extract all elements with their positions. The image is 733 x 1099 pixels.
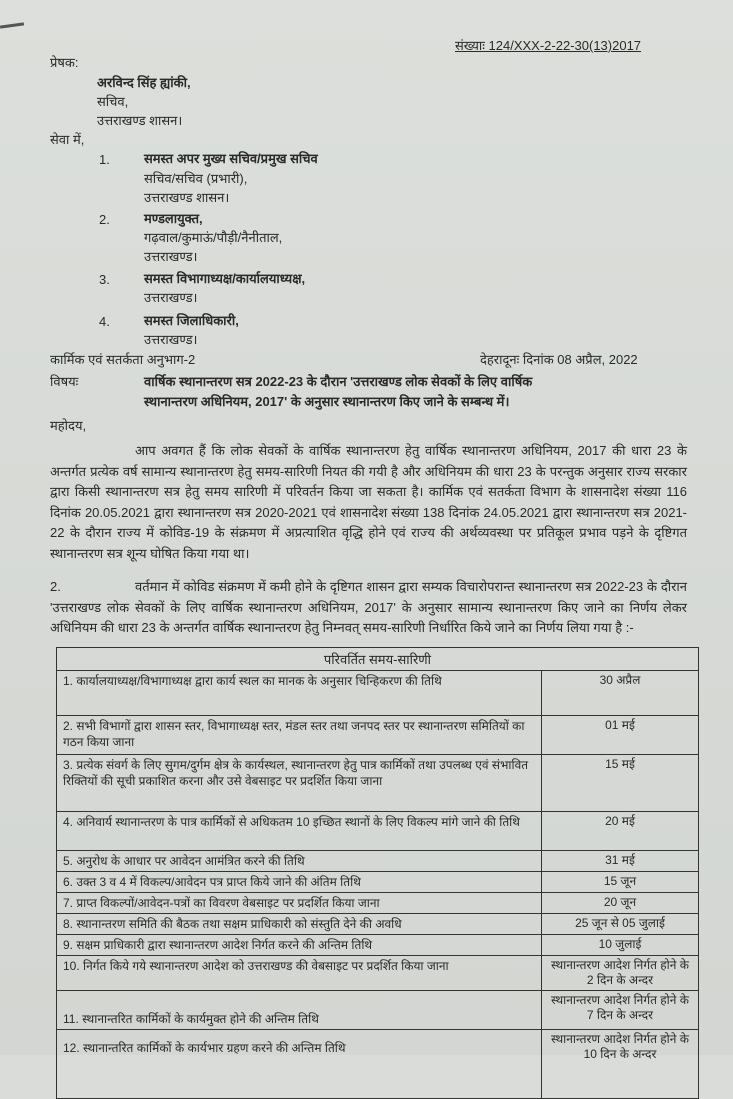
activity-cell: 4. अनिवार्य स्थानान्तरण के पात्र कार्मिकों से अधिकतम 10 इच्छित स्थानों के लिए विकल्प मांगे जाने की तिथि xyxy=(57,812,542,851)
date-cell: 15 मई xyxy=(542,755,699,812)
recipient-line: उत्तराखण्ड। xyxy=(144,290,198,305)
date-cell: 30 अप्रैल xyxy=(542,671,699,716)
recipient-line: उत्तराखण्ड। xyxy=(144,332,198,347)
subject-line-2: स्थानान्तरण अधिनियम, 2017' के अनुसार स्थानान्तरण किए जाने के सम्बन्ध में। xyxy=(144,394,510,409)
activity-cell: 5. अनुरोध के आधार पर आवेदन आमंत्रित करने की तिथि xyxy=(57,851,542,872)
recipient-line: उत्तराखण्ड शासन। xyxy=(144,190,230,205)
subject-label: विषयः xyxy=(50,374,79,389)
date-cell: स्थानान्तरण आदेश निर्गत होने के 10 दिन के अन्दर xyxy=(542,1030,699,1099)
table-row xyxy=(57,851,699,872)
date-cell: 25 जून से 05 जुलाई xyxy=(542,914,699,935)
paragraph-2-number: 2. xyxy=(50,579,61,594)
sender-label: प्रेषक: xyxy=(50,55,79,70)
sender-office: उत्तराखण्ड शासन। xyxy=(97,113,183,128)
table-row xyxy=(57,812,699,851)
activity-cell: 8. स्थानान्तरण समिति की बैठक तथा सक्षम प्राधिकारी को संस्तुति देने की अवधि xyxy=(57,914,542,935)
activity-cell: 9. सक्षम प्राधिकारी द्वारा स्थानान्तरण आदेश निर्गत करने की अन्तिम तिथि xyxy=(57,935,542,956)
table-row xyxy=(57,893,699,914)
reference-number: संख्याः 124/XXX-2-22-30(13)2017 xyxy=(455,38,642,53)
activity-cell: 2. सभी विभागों द्वारा शासन स्तर, विभागाध्यक्ष स्तर, मंडल स्तर तथा जनपद स्तर पर स्थानान्तरण समितियों का गठन किया जाना xyxy=(57,716,542,755)
date-cell: 15 जून xyxy=(542,872,699,893)
table-row xyxy=(57,991,699,1030)
activity-cell: 1. कार्यालयाध्यक्ष/विभागाध्यक्ष द्वारा कार्य स्थल का मानक के अनुसार चिन्हिकरण की तिथि xyxy=(57,671,542,716)
table-row xyxy=(57,716,699,755)
recipient-number: 1. xyxy=(99,152,110,167)
recipients-label: सेवा में, xyxy=(50,132,85,147)
paragraph-2: वर्तमान में कोविड संक्रमण में कमी होने के दृष्टिगत शासन द्वारा सम्यक विचारोपरान्त स्थानान्तरण सत्र 2022-23 के दौरान 'उत्तराखण्ड लोक सेवकों के लिए वार्षिक स्थानान्तरण अधिनियम, 2017' के अनुसार सामान्य स्थानान्तरण किए जाने का निर्णय लेकर अधिनियम की धारा 23 के अन्तर्गत वार्षिक स्थानान्तरण हेतु निम्नवत् समय-सारिणी निर्धारित किये जाने का निर्णय लिया गया है :- xyxy=(50,579,687,635)
table-row xyxy=(57,755,699,812)
recipient-line: समस्त अपर मुख्य सचिव/प्रमुख सचिव xyxy=(144,151,318,166)
date-cell: 10 जुलाई xyxy=(542,935,699,956)
recipient-line: समस्त विभागाध्यक्ष/कार्यालयाध्यक्ष, xyxy=(144,271,306,286)
recipient-line: समस्त जिलाधिकारी, xyxy=(144,313,239,328)
activity-cell: 11. स्थानान्तरित कार्मिकों के कार्यमुक्त होने की अन्तिम तिथि xyxy=(57,991,542,1030)
pen-mark xyxy=(0,22,24,28)
activity-cell: 6. उक्त 3 व 4 में विकल्प/आवेदन पत्र प्राप्त किये जाने की अंतिम तिथि xyxy=(57,872,542,893)
section-name: कार्मिक एवं सतर्कता अनुभाग-2 xyxy=(50,352,196,367)
activity-cell: 12. स्थानान्तरित कार्मिकों के कार्यभार ग्रहण करने की अन्तिम तिथि xyxy=(57,1030,542,1099)
date-cell: स्थानान्तरण आदेश निर्गत होने के 7 दिन के अन्दर xyxy=(542,991,699,1030)
subject-line-1: वार्षिक स्थानान्तरण सत्र 2022-23 के दौरान 'उत्तराखण्ड लोक सेवकों के लिए वार्षिक xyxy=(144,374,533,389)
recipient-number: 4. xyxy=(99,314,110,329)
activity-cell: 10. निर्गत किये गये स्थानान्तरण आदेश को उत्तराखण्ड की वेबसाइट पर प्रदर्शित किया जाना xyxy=(57,956,542,991)
sender-name: अरविन्द सिंह ह्यांकी, xyxy=(97,75,191,90)
recipient-line: सचिव/सचिव (प्रभारी), xyxy=(144,171,248,186)
date-cell: स्थानान्तरण आदेश निर्गत होने के 2 दिन के अन्दर xyxy=(542,956,699,991)
table-row xyxy=(57,914,699,935)
schedule-title: परिवर्तित समय-सारिणी xyxy=(57,648,699,671)
recipient-line: उत्तराखण्ड। xyxy=(144,249,198,264)
recipient-number: 2. xyxy=(99,212,110,227)
date-cell: 20 मई xyxy=(542,812,699,851)
table-row xyxy=(57,1030,699,1099)
date-cell: 31 मई xyxy=(542,851,699,872)
activity-cell: 3. प्रत्येक संवर्ग के लिए सुगम/दुर्गम क्षेत्र के कार्यस्थल, स्थानान्तरण हेतु पात्र कार्मिकों तथा उपलब्ध एवं संभावित रिक्तियों की सूची प्रकाशित करना और उसे वेबसाइट पर प्रदर्शित किया जाना xyxy=(57,755,542,812)
recipient-line: गढ़वाल/कुमाऊं/पौड़ी/नैनीताल, xyxy=(144,230,283,245)
table-row xyxy=(57,935,699,956)
table-row xyxy=(57,956,699,991)
date-cell: 01 मई xyxy=(542,716,699,755)
activity-cell: 7. प्राप्त विकल्पों/आवेदन-पत्रों का विवरण वेबसाइट पर प्रदर्शित किया जाना xyxy=(57,893,542,914)
table-row xyxy=(57,872,699,893)
table-row xyxy=(57,671,699,716)
schedule-table xyxy=(56,647,699,1099)
paragraph-1: आप अवगत हैं कि लोक सेवकों के वार्षिक स्थानान्तरण हेतु वार्षिक स्थानान्तरण अधिनियम, 2017 की धारा 23 के अन्तर्गत प्रत्येक वर्ष सामान्य स्थानान्तरण हेतु समय-सारिणी नियत की गयी है और अधिनियम की धारा 23 के परन्तुक अनुसार राज्य सरकार द्वारा किसी स्थानान्तरण सत्र हेतु समय सारिणी में परिवर्तन किया जा सकता है। कार्मिक एवं सतर्कता विभाग के शासनादेश संख्या 116 दिनांक 20.05.2021 द्वारा स्थानान्तरण सत्र 2020-2021 एवं शासनादेश संख्या 138 दिनांक 24.05.2021 द्वारा स्थानान्तरण सत्र 2021-22 के दौरान राज्य में कोविड-19 के संक्रमण में अप्रत्याशित वृद्धि होने एवं राज्य की अर्थव्यवस्था पर प्रतिकूल प्रभाव पड़ने के दृष्टिगत स्थानान्तरण सत्र शून्य घोषित किया गया था। xyxy=(50,443,687,561)
recipient-line: मण्डलायुक्त, xyxy=(144,211,203,226)
salutation: महोदय, xyxy=(50,418,87,433)
place-date: देहरादूनः दिनांक 08 अप्रैल, 2022 xyxy=(480,352,638,367)
date-cell: 20 जून xyxy=(542,893,699,914)
sender-designation: सचिव, xyxy=(97,94,129,109)
recipient-number: 3. xyxy=(99,272,110,287)
